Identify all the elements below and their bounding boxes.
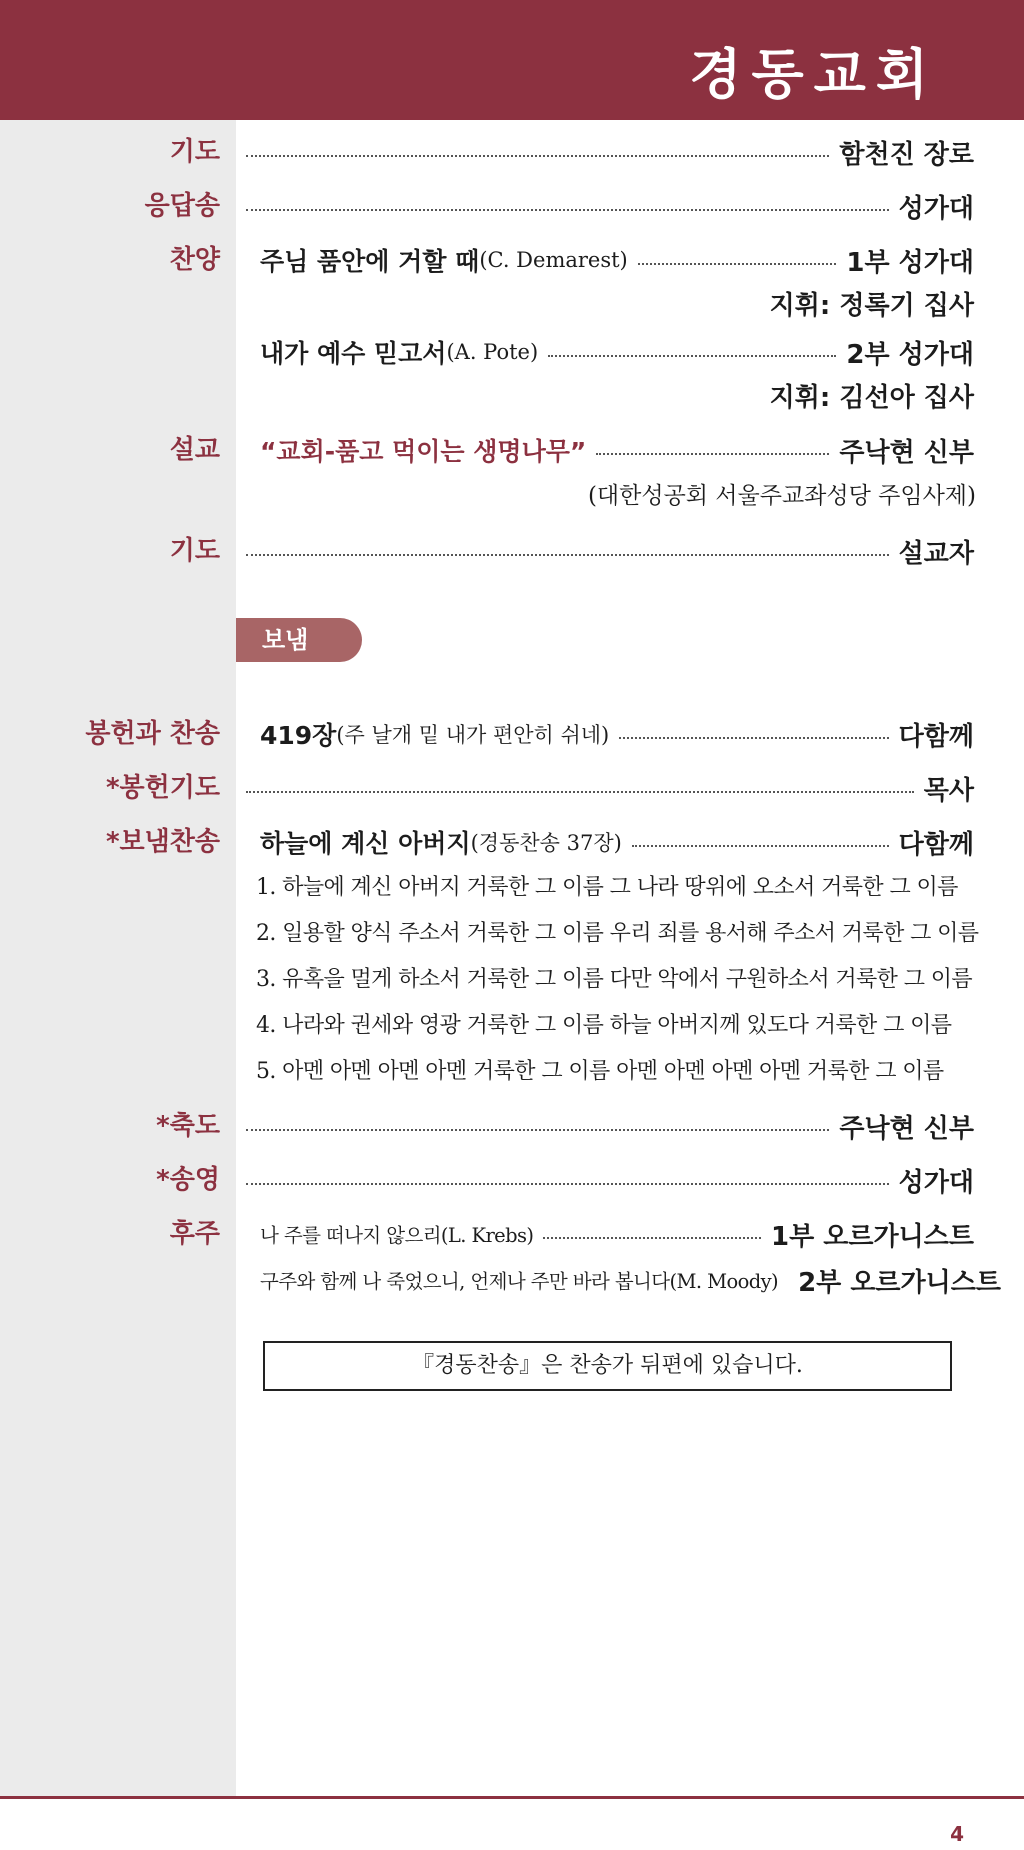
- benediction-line: [236, 1108, 974, 1144]
- leader-dots: [246, 209, 889, 211]
- prayer-line: [236, 134, 974, 170]
- leader-dots: [246, 554, 889, 556]
- sending-hymn-performer: 다함께: [898, 829, 974, 860]
- offering-prayer-leader: 목사: [923, 775, 974, 806]
- leader-dots: [246, 1129, 829, 1131]
- sermon-note-row: [0, 478, 1024, 514]
- prayer2-line: [236, 533, 974, 569]
- prayer2-leader: 설교자: [898, 538, 974, 569]
- postlude-row-2: [0, 1262, 1024, 1298]
- postlude-piece1-line: [260, 1216, 974, 1252]
- verse-row: [0, 962, 1024, 998]
- response-performer: 성가대: [898, 193, 974, 224]
- postlude-piece2-performer: 2부 오르가니스트: [798, 1267, 1002, 1298]
- offering-prayer-row: [0, 770, 1024, 806]
- song2-performer: 2부 성가대: [846, 339, 974, 370]
- offering-line: [260, 716, 974, 752]
- sending-hymn-row: [0, 824, 1024, 860]
- sermon-title: “교회-품고 먹이는 생명나무”: [260, 437, 587, 466]
- song1-conductor-row: [0, 288, 1024, 324]
- leader-dots: [246, 155, 829, 157]
- song2-title: 내가 예수 믿고서: [260, 339, 447, 368]
- prayer-row: [0, 134, 1024, 170]
- song2-conductor-row: [0, 380, 1024, 416]
- leader-dots: [543, 1237, 761, 1239]
- offering-hymn-title: (주 날개 밑 내가 편안히 쉬네): [336, 723, 610, 747]
- church-name: 경동교회: [689, 42, 938, 106]
- song1-composer: (C. Demarest): [479, 248, 628, 272]
- leader-dots: [619, 737, 888, 739]
- postlude-piece1-performer: 1부 오르가니스트: [771, 1221, 974, 1252]
- sending-hymn-line: [260, 824, 974, 860]
- response-label: 응답송: [144, 191, 220, 221]
- leader-dots: [632, 845, 889, 847]
- doxology-performer: 성가대: [898, 1167, 974, 1198]
- hymn-verse-2: 2. 일용할 양식 주소서 거룩한 그 이름 우리 죄를 용서해 주소서 거룩한 그 이름: [256, 921, 979, 946]
- leader-dots: [246, 791, 914, 793]
- doxology-row: [0, 1162, 1024, 1198]
- verse-row: [0, 870, 1024, 906]
- leader-dots: [246, 1183, 889, 1185]
- song2-conductor: 지휘: 김선아 집사: [769, 383, 974, 413]
- sermon-line: [260, 432, 974, 468]
- song2-row: [0, 334, 1024, 370]
- benediction-leader: 주낙현 신부: [839, 1113, 974, 1144]
- label-sidebar: [0, 120, 236, 1796]
- sermon-row: [0, 432, 1024, 468]
- leader-dots: [638, 263, 837, 265]
- postlude-row: [0, 1216, 1024, 1252]
- preacher-affiliation: (대한성공회 서울주교좌성당 주임사제): [587, 483, 976, 509]
- praise-label: 찬양: [169, 245, 220, 275]
- song1-performer: 1부 성가대: [846, 247, 974, 278]
- leader-dots: [596, 453, 829, 455]
- response-row: [0, 188, 1024, 224]
- sending-hymn-source: (경동찬송 37장): [470, 831, 622, 855]
- praise-song1-line: [260, 242, 974, 278]
- prayer2-label: 기도: [169, 536, 220, 566]
- offering-row: [0, 716, 1024, 752]
- verse-row: [0, 1008, 1024, 1044]
- postlude-piece1-title: 나 주를 떠나지 않으리(L. Krebs): [260, 1224, 534, 1247]
- song2-composer: (A. Pote): [446, 340, 539, 364]
- footer-rule: [0, 1796, 1024, 1799]
- header-bar: [0, 0, 1024, 120]
- doxology-line: [236, 1162, 974, 1198]
- benediction-row: [0, 1108, 1024, 1144]
- sending-hymn-label: *보냄찬송: [105, 827, 220, 857]
- postlude-piece2-line: [260, 1262, 1002, 1298]
- benediction-label: *축도: [156, 1111, 220, 1141]
- offering-label: 봉헌과 찬송: [85, 719, 220, 749]
- postlude-label: 후주: [169, 1219, 220, 1249]
- doxology-label: *송영: [156, 1165, 220, 1195]
- song1-title: 주님 품안에 거할 때: [260, 247, 480, 276]
- offering-prayer-label: *봉헌기도: [105, 773, 220, 803]
- hymn-verse-1: 1. 하늘에 계신 아버지 거룩한 그 이름 그 나라 땅위에 오소서 거룩한 그 이름: [256, 875, 958, 900]
- section-sending-pill: 보냄: [236, 618, 362, 662]
- sermon-label: 설교: [169, 435, 220, 465]
- verse-row: [0, 916, 1024, 952]
- sending-hymn-title: 하늘에 계신 아버지: [260, 829, 471, 858]
- hymn-verse-3: 3. 유혹을 멀게 하소서 거룩한 그 이름 다만 악에서 구원하소서 거룩한 그 이름: [256, 967, 973, 992]
- sermon-preacher: 주낙현 신부: [839, 437, 974, 468]
- prayer-label: 기도: [169, 137, 220, 167]
- hymnal-notice: 『경동찬송』은 찬송가 뒤편에 있습니다.: [263, 1341, 952, 1391]
- leader-dots: [548, 355, 836, 357]
- praise-song2-line: [260, 334, 974, 370]
- song1-conductor: 지휘: 정록기 집사: [769, 291, 974, 321]
- offering-prayer-line: [236, 770, 974, 806]
- prayer-leader: 함천진 장로: [839, 139, 974, 170]
- response-line: [236, 188, 974, 224]
- hymn-verse-5: 5. 아멘 아멘 아멘 아멘 거룩한 그 이름 아멘 아멘 아멘 아멘 거룩한 그 이름: [256, 1059, 944, 1084]
- verse-row: [0, 1054, 1024, 1090]
- praise-row: [0, 242, 1024, 278]
- prayer2-row: [0, 533, 1024, 569]
- page-number: 4: [950, 1822, 964, 1846]
- offering-hymn-number: 419장: [260, 721, 337, 750]
- postlude-piece2-title: 구주와 함께 나 죽었으니, 언제나 주만 바라 봅니다(M. Moody): [260, 1270, 779, 1293]
- offering-performer: 다함께: [898, 721, 974, 752]
- hymn-verse-4: 4. 나라와 권세와 영광 거룩한 그 이름 하늘 아버지께 있도다 거룩한 그 이름: [256, 1013, 952, 1038]
